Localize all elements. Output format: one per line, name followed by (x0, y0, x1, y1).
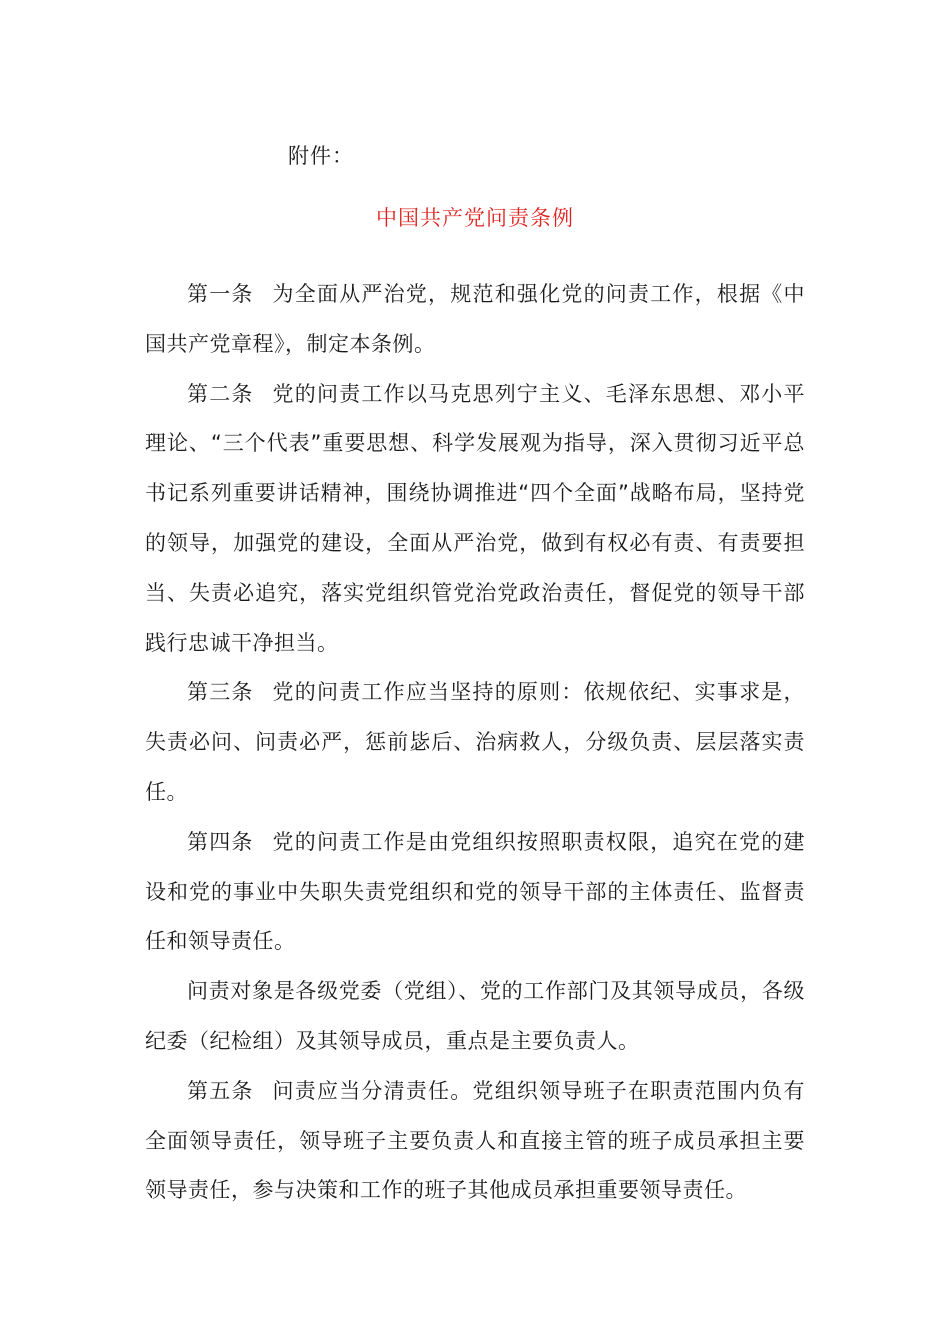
attachment-label: 附件： (288, 144, 354, 168)
document-body (145, 270, 805, 1216)
article-5-paragraph (145, 1067, 805, 1216)
article-3-paragraph (145, 668, 805, 817)
article-2-paragraph (145, 370, 805, 669)
article-text: 党的问责工作是由党组织按照职责权限，追究在党的建设和党的事业中失职失责党组织和党的领导干部的主体责任、监督责任和领导责任。 (145, 829, 806, 954)
article-number: 第五条 (187, 1078, 254, 1103)
article-4-continuation-paragraph (145, 967, 805, 1067)
article-number: 第二条 (187, 381, 254, 406)
article-text: 问责应当分清责任。党组织领导班子在职责范围内负有全面领导责任，领导班子主要负责人和直接主管的班子成员承担主要领导责任，参与决策和工作的班子其他成员承担重要领导责任。 (145, 1078, 806, 1203)
article-text: 为全面从严治党，规范和强化党的问责工作，根据《中国共产党章程》，制定本条例。 (145, 282, 806, 356)
article-4-paragraph (145, 818, 805, 967)
article-text: 问责对象是各级党委（党组）、党的工作部门及其领导成员，各级纪委（纪检组）及其领导成员，重点是主要负责人。 (145, 979, 805, 1053)
article-1-paragraph (145, 270, 805, 370)
article-number: 第三条 (187, 680, 254, 705)
document-title: 中国共产党问责条例 (376, 206, 574, 230)
article-number: 第四条 (187, 829, 254, 854)
article-text: 党的问责工作应当坚持的原则：依规依纪、实事求是，失责必问、问责必严，惩前毖后、治病救人，分级负责、层层落实责任。 (145, 680, 806, 804)
article-number: 第一条 (187, 282, 254, 306)
article-text: 党的问责工作以马克思列宁主义、毛泽东思想、邓小平理论、“三个代表”重要思想、科学发展观为指导，深入贯彻习近平总书记系列重要讲话精神，围绕协调推进“四个全面”战略布局，坚持党的领导，加强党的建设，全面从严治党，做到有权必有责、有责要担当、失责必追究，落实党组织管党治党政治责任，督促党的领导干部践行忠诚干净担当。 (145, 381, 806, 655)
